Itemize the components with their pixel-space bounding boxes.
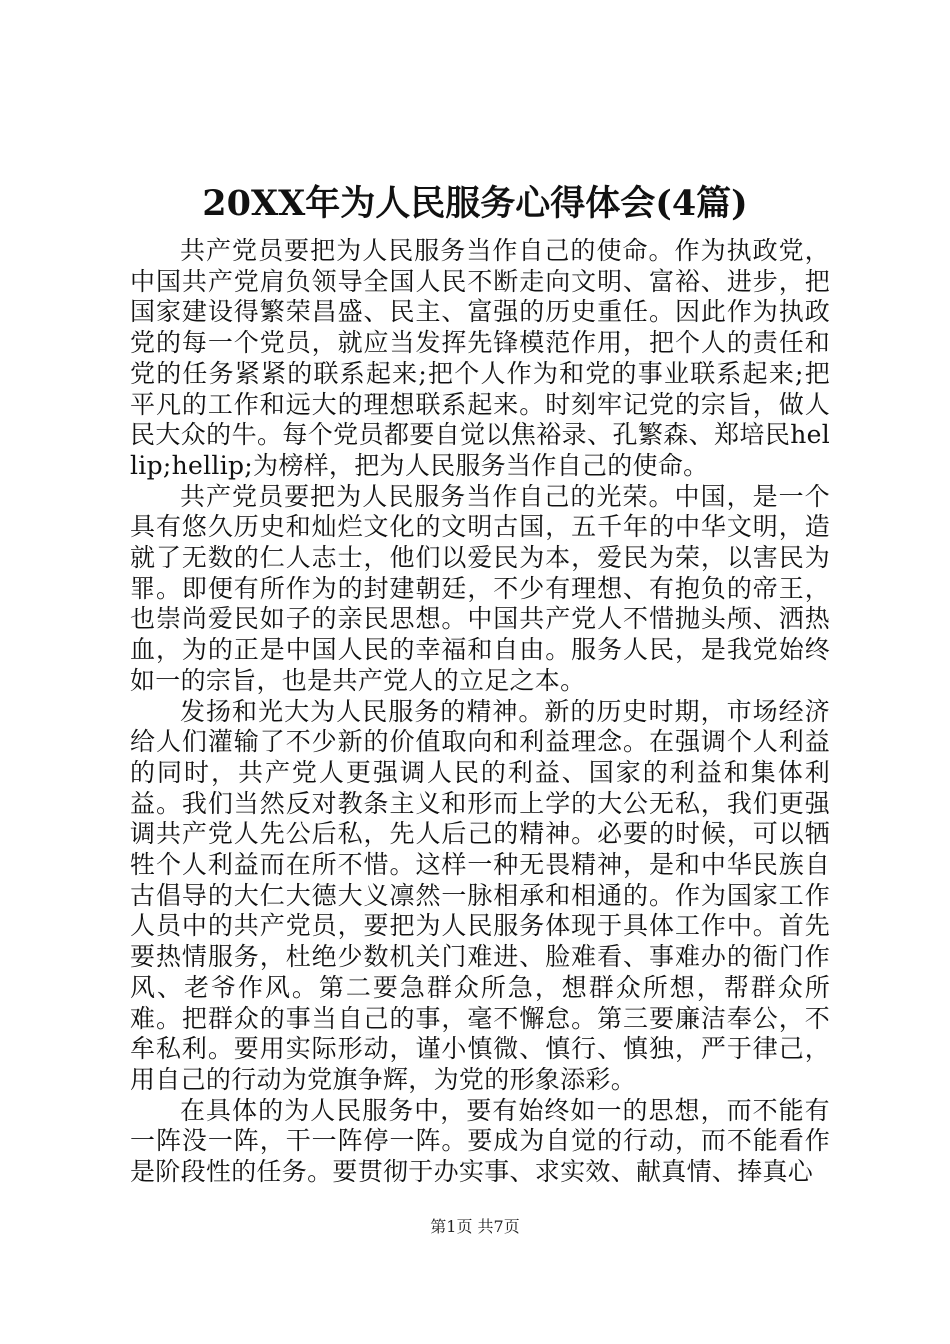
- page-footer: 第1页 共7页: [430, 1217, 520, 1236]
- paragraph-3: 发扬和光大为人民服务的精神。新的历史时期，市场经济给人们灌输了不少新的价值取向和利益理念。在强调个人利益的同时，共产党人更强调人民的利益、国家的利益和集体利益。我们当然反对教条主义和形而上学的大公无私，我们更强调共产党人先公后私，先人后己的精神。必要的时候，可以牺牲个人利益而在所不惜。这样一种无畏精神，是和中华民族自古倡导的大仁大德大义凛然一脉相承和相通的。作为国家工作人员中的共产党员，要把为人民服务体现于具体工作中。首先要热情服务，杜绝少数机关门难进、脸难看、事难办的衙门作风、老爷作风。第二要急群众所急，想群众所想，帮群众所难。把群众的事当自己的事，毫不懈怠。第三要廉洁奉公，不牟私利。要用实际形动，谨小慎微、慎行、慎独，严于律己，用自己的行动为党旗争辉，为党的形象添彩。: [130, 696, 830, 1094]
- paragraph-2: 共产党员要把为人民服务当作自己的光荣。中国，是一个具有悠久历史和灿烂文化的文明古国，五千年的中华文明，造就了无数的仁人志士，他们以爱民为本，爱民为荣，以害民为罪。即便有所作为的封建朝廷，不少有理想、有抱负的帝王，也崇尚爱民如子的亲民思想。中国共产党人不惜抛头颅、洒热血，为的正是中国人民的幸福和自由。服务人民，是我党始终如一的宗旨，也是共产党人的立足之本。: [130, 481, 830, 695]
- paragraph-1: 共产党员要把为人民服务当作自己的使命。作为执政党，中国共产党肩负领导全国人民不断走向文明、富裕、进步，把国家建设得繁荣昌盛、民主、富强的历史重任。因此作为执政党的每一个党员，就应当发挥先锋模范作用，把个人的责任和党的任务紧紧的联系起来;把个人作为和党的事业联系起来;把平凡的工作和远大的理想联系起来。时刻牢记党的宗旨，做人民大众的牛。每个党员都要自觉以焦裕录、孔繁森、郑培民hellip;hellip;为榜样，把为人民服务当作自己的使命。: [130, 236, 830, 480]
- document-title: 20XX年为人民服务心得体会(4篇): [202, 183, 748, 224]
- document-body: [130, 236, 830, 1188]
- paragraph-4: 在具体的为人民服务中，要有始终如一的思想，而不能有一阵没一阵，干一阵停一阵。要成为自觉的行动，而不能看作是阶段性的任务。要贯彻于办实事、求实效、献真情、捧真心: [130, 1095, 830, 1187]
